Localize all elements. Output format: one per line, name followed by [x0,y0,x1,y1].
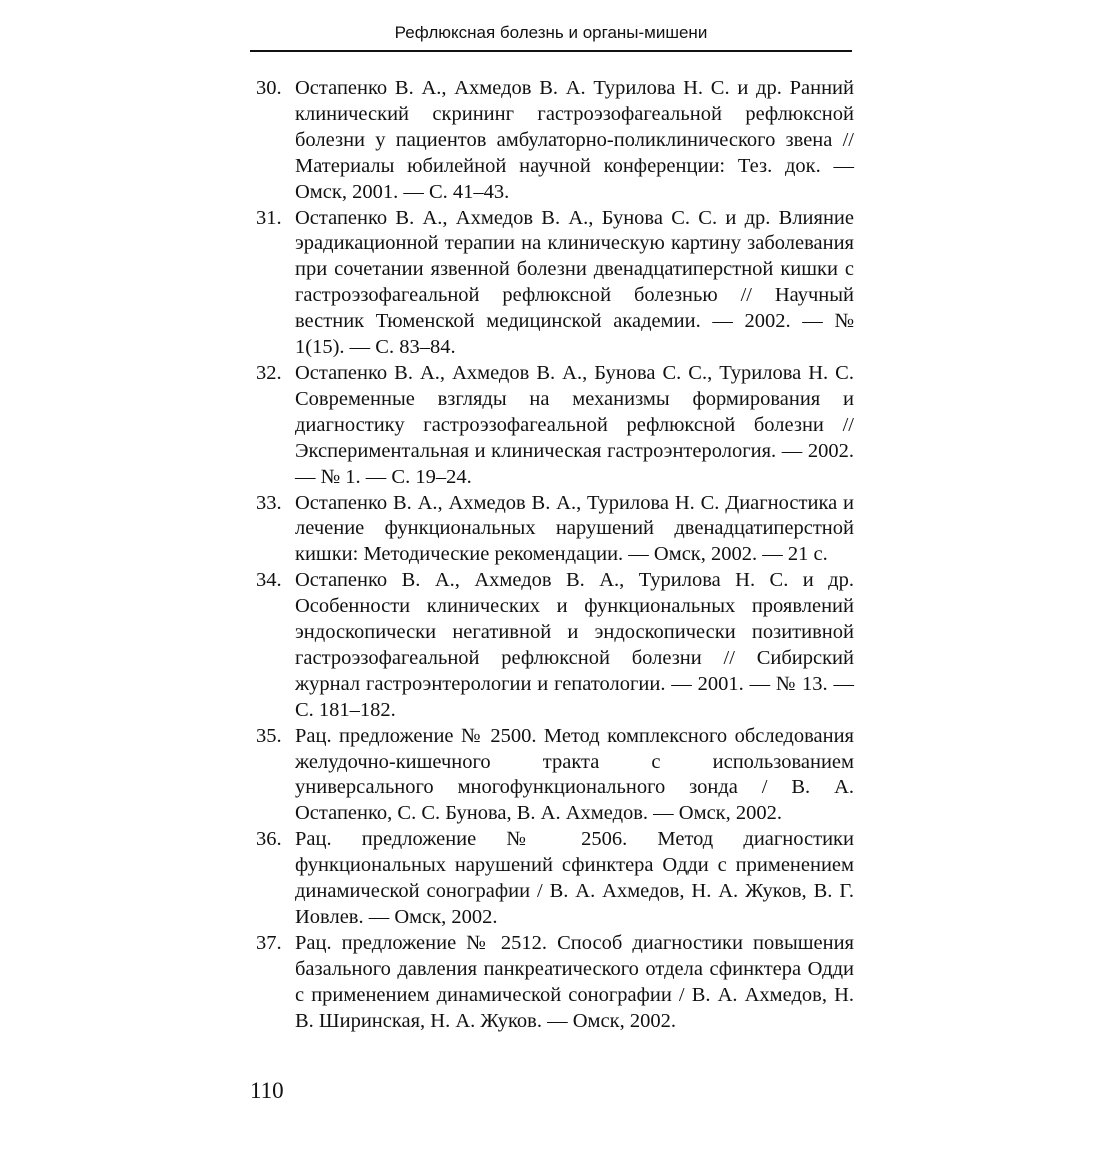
header-rule [250,50,852,52]
reference-item-30 [250,76,854,206]
reference-text: Рац. предложение № 2512. Способ диагностики повышения базального давления панкреатического отдела сфинктера Одди с применением динамической сонографии / В. А. Ахмедов, Н. В. Ширинская, Н. А. Жуков. — Омск, 2002. [295,931,854,1032]
reference-item-32 [250,361,854,491]
reference-text: Остапенко В. А., Ахмедов В. А. Турилова Н. С. и др. Ранний клинический скрининг гастроэзофагеальной рефлюксной болезни у пациентов амбулаторно-поликлинического звена // Материалы юбилейной научной конференции: Тез. док. — Омск, 2001. — С. 41–43. [295,77,854,203]
reference-text: Рац. предложение № 2506. Метод диагностики функциональных нарушений сфинктера Одди с применением динамической сонографии / В. А. Ахмедов, Н. А. Жуков, В. Г. Иовлев. — Омск, 2002. [295,828,854,928]
reference-item-36 [250,827,854,931]
reference-number: 33. [256,491,282,514]
reference-text: Остапенко В. А., Ахмедов В. А., Бунова С. С. и др. Влияние эрадикационной терапии на клиническую картину заболевания при сочетании язвенной болезни двенадцатиперстной кишки с гастроэзофагеальной рефлюксной болезнью // Научный вестник Тюменской медицинской академии. — 2002. — № 1(15). — С. 83–84. [295,206,854,359]
reference-item-31 [250,206,854,361]
reference-item-35 [250,724,854,828]
reference-number: 35. [256,724,282,747]
reference-item-37 [250,931,854,1035]
reference-text: Остапенко В. А., Ахмедов В. А., Турилова Н. С. и др. Особенности клинических и функциональных проявлений эндоскопически негативной и эндоскопически позитивной гастроэзофагеальной рефлюксной болезни // Сибирский журнал гастроэнтерологии и гепатологии. — 2001. — № 13. — С. 181–182. [295,569,854,721]
reference-text: Остапенко В. А., Ахмедов В. А., Турилова Н. С. Диагностика и лечение функциональных нарушений двенадцатиперстной кишки: Методические рекомендации. — Омск, 2002. — 21 с. [295,491,854,566]
reference-item-33 [250,491,854,569]
reference-number: 36. [256,828,282,851]
reference-number: 30. [256,77,282,99]
reference-number: 31. [256,206,282,229]
page-number: 110 [250,1078,284,1103]
reference-text: Остапенко В. А., Ахмедов В. А., Бунова С. С., Турилова Н. С. Современные взгляды на механизмы формирования и диагностику гастроэзофагеальной рефлюксной болезни // Экспериментальная и клиническая гастроэнтерология. — 2002. — № 1. — С. 19–24. [295,361,854,488]
reference-number: 32. [256,361,282,384]
reference-item-34 [250,568,854,723]
running-head: Рефлюксная болезнь и органы-мишени [394,23,708,42]
reference-list [250,76,854,1035]
reference-number: 37. [256,931,282,954]
reference-number: 34. [256,569,282,592]
reference-text: Рац. предложение № 2500. Метод комплексного обследования желудочно-кишечного тракта с использованием универсального многофункционального зонда / В. А. Остапенко, С. С. Бунова, В. А. Ахмедов. — Омск, 2002. [295,724,854,825]
